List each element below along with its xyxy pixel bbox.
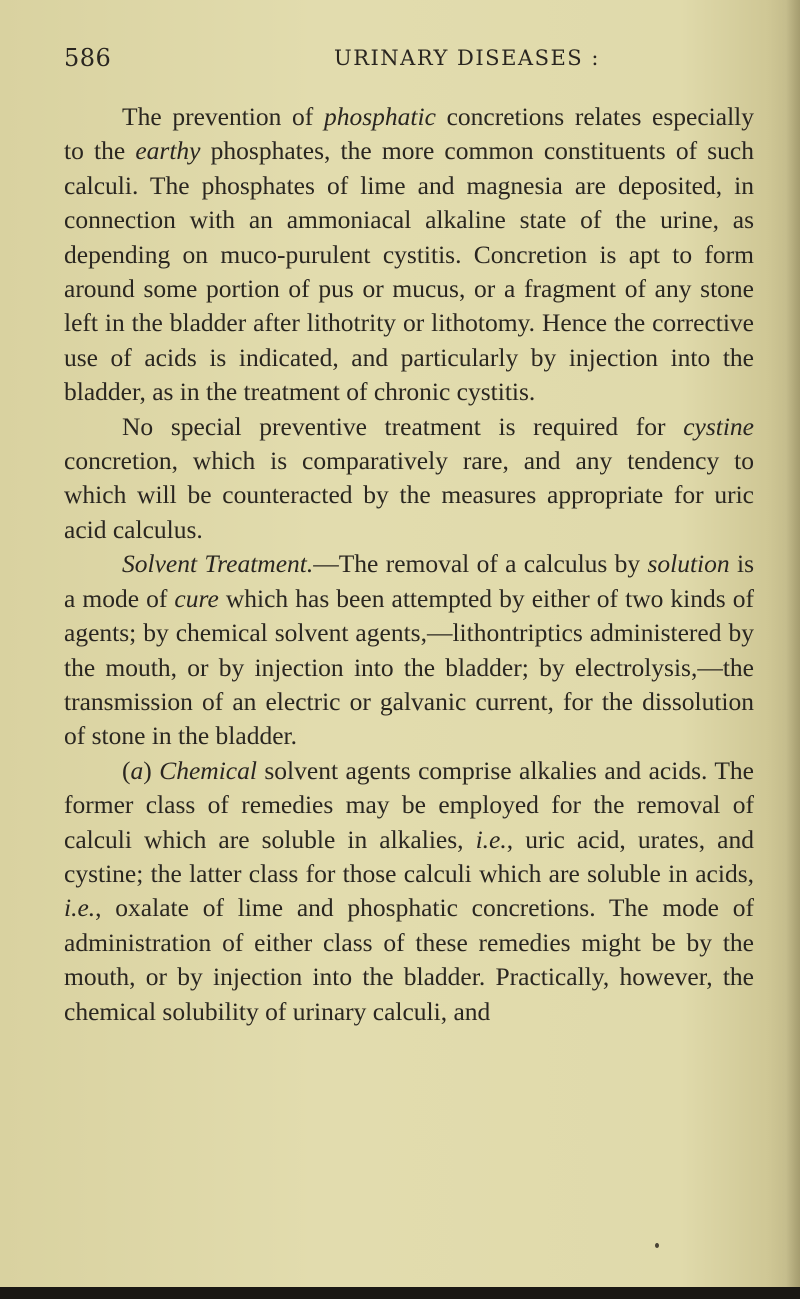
text-run: (: [122, 755, 131, 785]
paragraph: [64, 410, 754, 548]
text-run: , oxalate of lime and phosphatic concretions. The mode of administration of either class of these remedies might be by the mouth, or by injection into the bladder. Practically, however, the chemical solubility of urinary calculi, and: [64, 893, 754, 1026]
running-head: URINARY DISEASES :: [334, 46, 600, 70]
text-run: solvent agents comprise alkalies and acids. The former class of remedies may be employed for the removal of calculi which are soluble in alkalies,: [64, 755, 754, 854]
italic-text: phosphatic: [324, 102, 436, 131]
text-run: phosphates, the more common constituents of such calculi. The phosphates of lime and magnesia are deposited, in connection with an ammoniacal alkaline state of the urine, as depending on muco-purulent cystitis. Concretion is apt to form around some portion of pus or mucus, or a fragment of any stone left in the bladder after lithotrity or lithotomy. Hence the corrective use of acids is indicated, and particularly by injection into the bladder, as in the treatment of chronic cystitis.: [64, 136, 754, 407]
paragraph: [64, 754, 754, 1029]
page-edge-shadow: [786, 0, 800, 1299]
italic-text: a: [130, 755, 144, 785]
italic-text: Solvent Treatment.: [122, 549, 314, 579]
italic-text: cure: [174, 583, 219, 613]
text-run: , uric acid, urates, and cystine; the latter class for those calculi which are soluble in acids,: [64, 824, 754, 888]
italic-text: i.e.: [475, 824, 507, 854]
italic-text: earthy: [135, 136, 201, 166]
page-header: [64, 44, 754, 80]
text-run: —The removal of a calculus by: [313, 549, 648, 579]
page-number: 586: [64, 44, 112, 72]
text-run: The prevention of: [122, 102, 324, 131]
paragraph: [64, 547, 754, 753]
italic-text: Chemical: [159, 755, 257, 785]
paragraph: [64, 100, 754, 410]
text-run: No special preventive treatment is required for: [122, 411, 684, 441]
italic-text: i.e.: [64, 893, 96, 923]
bottom-edge-rule: [0, 1287, 800, 1299]
italic-text: solution: [647, 549, 730, 579]
text-run: ): [143, 755, 160, 785]
text-run: is a mode of: [64, 549, 754, 613]
italic-text: cystine: [683, 411, 754, 441]
text-run: concretion, which is comparatively rare, and any tendency to which will be counteracted by the measures appropriate for uric acid calculus.: [64, 446, 754, 544]
text-run: which has been attempted by either of two kinds of agents; by chemical solvent agents,—lithontriptics administered by the mouth, or by injection into the bladder; by electrolysis,—the transmission of an electric or galvanic current, for the dissolution of stone in the bladder.: [64, 583, 754, 751]
print-speck: [655, 1243, 659, 1248]
text-run: concretions relates especially to the: [64, 102, 755, 166]
body-text: [64, 100, 754, 1029]
